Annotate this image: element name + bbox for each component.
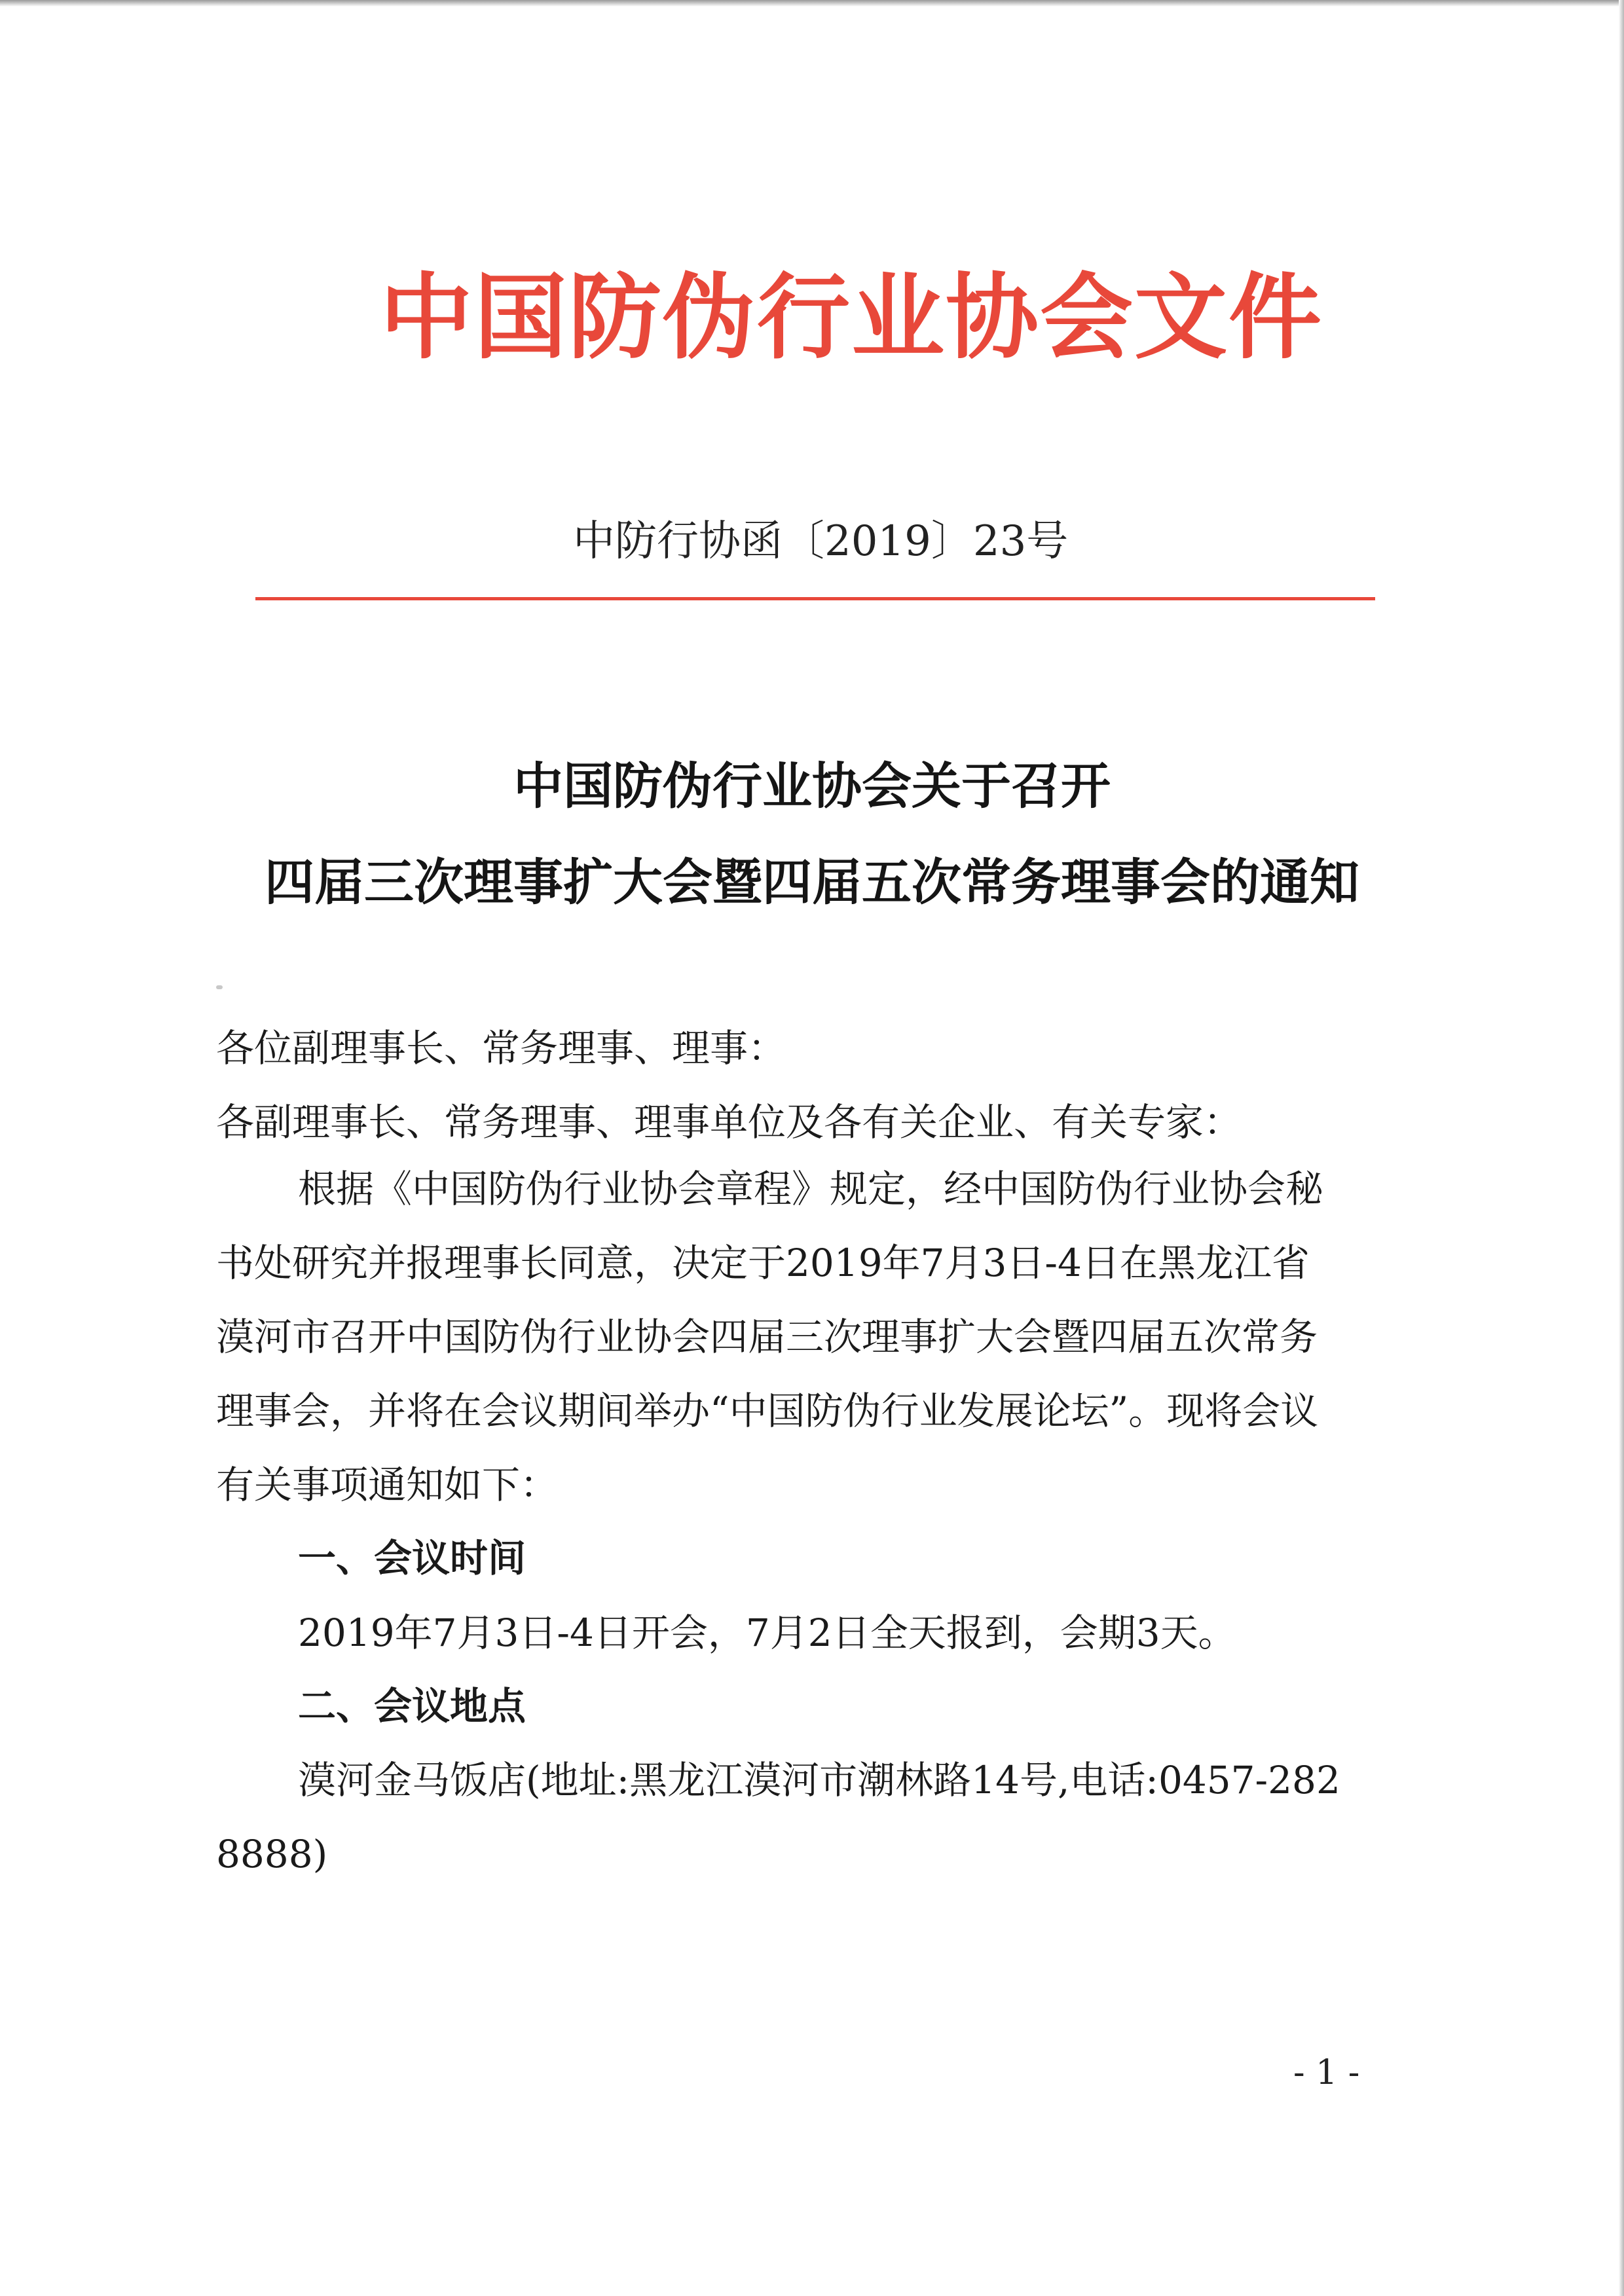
section-heading-meeting-time: 一、会议时间 (298, 1536, 526, 1580)
addressee-line-1: 各位副理事长、常务理事、理事： (216, 1026, 786, 1070)
meeting-venue-text-continued: 8888) (216, 1832, 328, 1876)
red-divider-rule (255, 597, 1375, 600)
body-paragraph-line: 根据《中国防伪行业协会章程》规定，经中国防伪行业协会秘 (298, 1167, 1324, 1211)
notice-title-line-2: 四届三次理事扩大会暨四届五次常务理事会的通知 (265, 853, 1359, 911)
notice-title-line-1: 中国防伪行业协会关于召开 (513, 757, 1111, 815)
document-number: 中防行协函〔2019〕23号 (573, 517, 1069, 566)
page-number: - 1 - (1293, 2053, 1360, 2092)
addressee-line-2: 各副理事长、常务理事、理事单位及各有关企业、有关专家： (216, 1100, 1242, 1144)
meeting-time-text: 2019年7月3日-4日开会，7月2日全天报到，会期3天。 (298, 1611, 1236, 1655)
document-masthead: 中国防伪行业协会文件 (380, 264, 1323, 372)
page-edge-right (1619, 0, 1624, 2296)
body-paragraph-line: 有关事项通知如下： (216, 1463, 559, 1507)
body-paragraph-line: 书处研究并报理事长同意，决定于2019年7月3日-4日在黑龙江省 (216, 1241, 1310, 1285)
body-paragraph-line: 漠河市召开中国防伪行业协会四届三次理事扩大会暨四届五次常务 (216, 1315, 1318, 1359)
page-edge-top (0, 0, 1624, 7)
body-paragraph-line: 理事会，并将在会议期间举办“中国防伪行业发展论坛”。现将会议 (216, 1389, 1319, 1433)
meeting-venue-text: 漠河金马饭店(地址:黑龙江漠河市潮林路14号,电话:0457-282 (298, 1758, 1340, 1802)
section-heading-meeting-venue: 二、会议地点 (298, 1684, 526, 1728)
scan-speck (216, 985, 223, 989)
